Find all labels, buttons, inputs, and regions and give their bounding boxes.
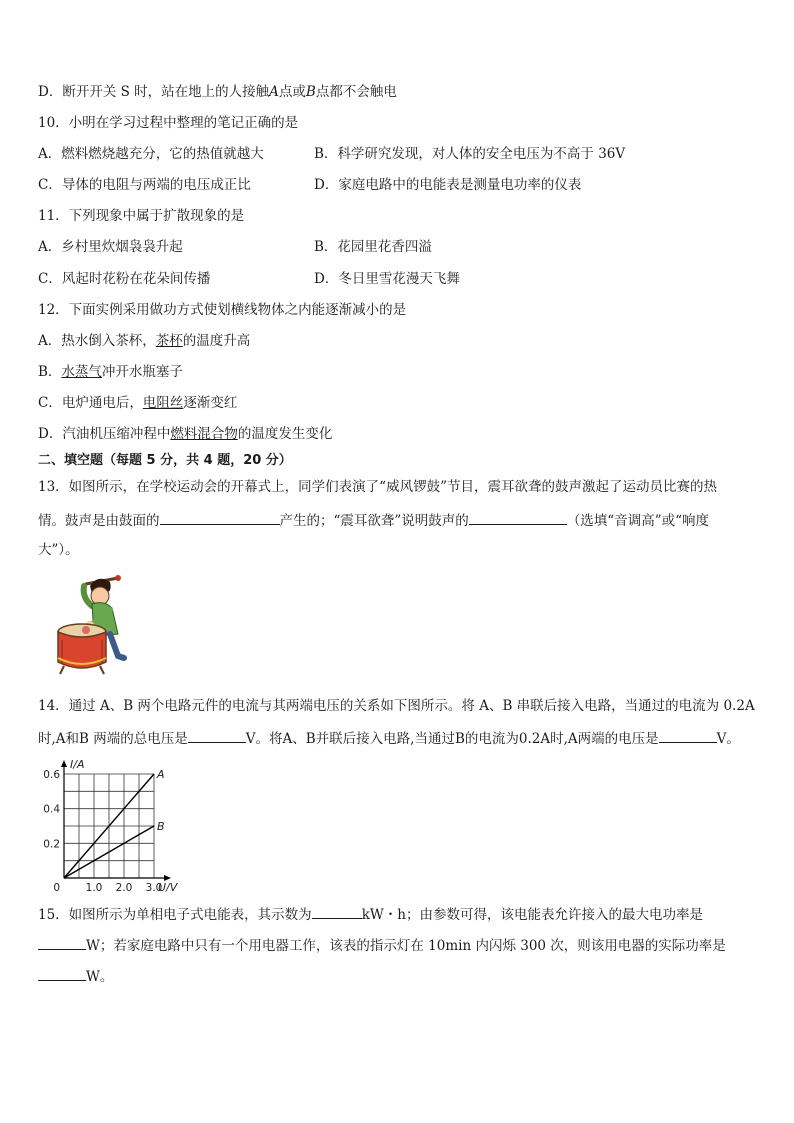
q14-line2-a: 时,A和B 两端的总电压是 [38,731,188,747]
q12-c-underlined: 电阻丝 [142,395,184,411]
y-axis-label: I/A [70,758,85,771]
q9-option-d [38,83,397,101]
q11-stem: 11．下列现象中属于扩散现象的是 [38,208,245,224]
x-tick-label: 2.0 [115,882,133,894]
q12-a-pre: A．热水倒入茶杯， [38,333,156,349]
x-tick-label: 1.0 [85,882,103,894]
q10-stem: 10．小明在学习过程中整理的笔记正确的是 [38,115,299,131]
q13-line2-a: 情。鼓声是由鼓面的 [38,513,160,529]
q13-line2-b: 产生的；“震耳欲聋”说明鼓声的 [279,513,469,529]
q12-a-post: 的温度升高 [182,333,251,349]
q11-option-c: C．风起时花粉在花朵间传播 [38,271,211,287]
x-tick-label: 3.0 [145,882,163,894]
point-a-label: A [269,84,279,100]
q15-line1 [38,904,703,924]
q12-option-b [38,363,183,381]
q12-d-pre: D．汽油机压缩冲程中 [38,426,171,442]
q12-b-underlined: 水蒸气 [61,364,102,380]
q15-blank-3[interactable] [38,966,86,981]
y-tick-label: 0.2 [43,838,60,851]
series-label-a: A [157,768,165,781]
q12-c-post: 逐渐变红 [183,395,238,411]
q14-line2 [38,728,740,748]
q10-option-d: D．家庭电路中的电能表是测量电功率的仪表 [314,177,582,193]
q12-a-underlined: 茶杯 [155,333,183,349]
q15-line3-text: W。 [86,969,114,985]
q10-option-c: C．导体的电阻与两端的电压成正比 [38,177,251,193]
q12-b-post: 冲开水瓶塞子 [101,364,183,380]
y-tick-label: 0.4 [43,803,60,816]
q12-option-a [38,332,250,350]
q13-line1: 13．如图所示，在学校运动会的开幕式上，同学们表演了“威风锣鼓”节目，震耳欲聋的鼓声激起了运动员比赛的热 [38,479,717,495]
series-label-b: B [157,820,165,833]
q14-line1: 14．通过 A、B 两个电路元件的电流与其两端电压的关系如下图所示。将 A、B 串联后接入电路，当通过的电流为 0.2A [38,698,755,714]
q12-b-pre: B． [38,364,62,380]
q14-blank-2[interactable] [659,728,717,743]
q13-blank-1[interactable] [160,510,280,525]
q14-line2-c: V。 [716,731,740,747]
q13-blank-2[interactable] [469,510,567,525]
q15-blank-1[interactable] [312,904,362,919]
q12-option-d [38,425,332,443]
q12-option-c [38,394,237,412]
q11-option-d: D．冬日里雪花漫天飞舞 [314,271,460,287]
q13-line3: 大”）。 [38,542,79,558]
q15-line2 [38,935,726,955]
q15-line3 [38,966,113,986]
q13-line2 [38,510,709,530]
q14-blank-1[interactable] [188,728,246,743]
q12-d-post: 的温度发生变化 [237,426,333,442]
drummer-illustration [52,570,142,680]
y-axis-arrow [61,760,67,767]
q13-line2-c: （选填“音调高”或“响度 [566,513,710,529]
q14-line2-b: V。将A、B并联后接入电路,当通过B的电流为0.2A时,A两端的电压是 [245,731,659,747]
q11-option-b: B．花园里花香四溢 [314,239,432,255]
x-axis-label: U/V [158,881,178,894]
q15-line2-text: W；若家庭电路中只有一个用电器工作，该表的指示灯在 10min 内闪烁 300 次，则该用电器的实际功率是 [86,938,726,954]
y-tick-label: 0.6 [43,769,60,781]
section-title-fill-in: 二、填空题（每题 5 分，共 4 题，20 分） [38,453,292,468]
q12-d-underlined: 燃料混合物 [170,426,238,442]
q10-option-a: A．燃料燃烧越充分，它的热值就越大 [38,146,264,162]
q12-c-pre: C．电炉通电后， [38,395,143,411]
origin-label: 0 [53,882,60,894]
q15-line1-a: 15．如图所示为单相电子式电能表，其示数为 [38,907,312,923]
q15-blank-2[interactable] [38,935,86,950]
q15-line1-b: kW・h；由参数可得，该电能表允许接入的最大电功率是 [361,907,703,923]
q9-option-d-text: D．断开开关 S 时，站在地上的人接触 [38,84,270,100]
q9-option-d-suffix: 点都不会触电 [315,84,397,100]
iu-graph [38,758,198,894]
q10-option-b: B．科学研究发现，对人体的安全电压为不高于 36V [314,146,626,162]
q9-option-d-mid: 点或 [278,84,306,100]
point-b-label: B [305,84,316,100]
q11-option-a: A．乡村里炊烟袅袅升起 [38,239,183,255]
q12-stem: 12．下面实例采用做功方式使划横线物体之内能逐渐减小的是 [38,302,407,318]
